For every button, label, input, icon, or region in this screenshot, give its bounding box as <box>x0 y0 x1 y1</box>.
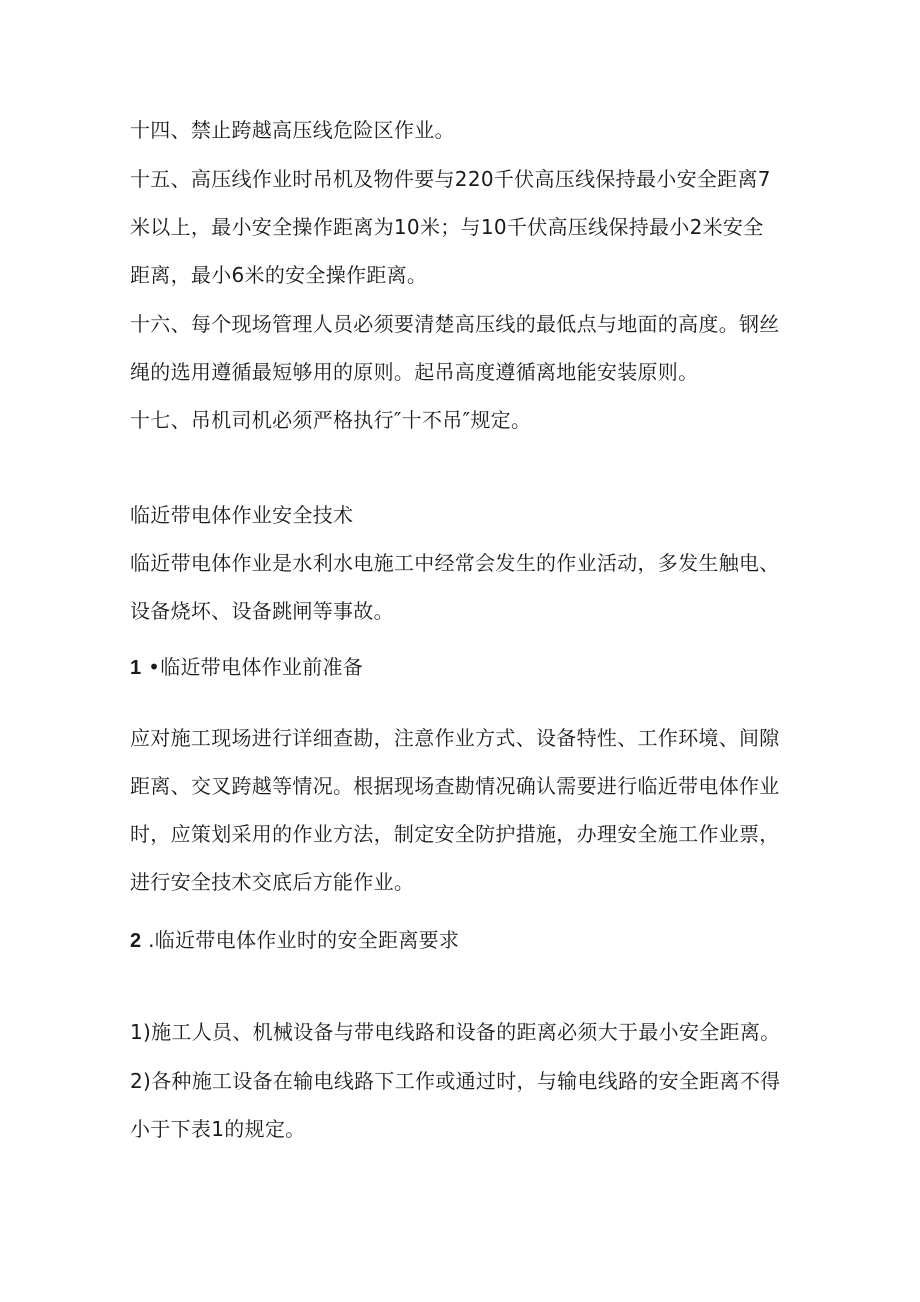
intro-line-1: 临近带电体作业是水利水电施工中经常会发生的作业活动，多发生触电、 <box>130 551 780 575</box>
item-17: 十七、吊机司机必须严格执行″十不吊″规定。 <box>130 408 532 432</box>
heading-2-number: 2 <box>130 930 142 952</box>
requirement-2-line-1: 2)各种施工设备在输电线路下工作或通过时，与输电线路的安全距离不得 <box>130 1069 781 1093</box>
heading-2-text: .临近带电体作业时的安全距离要求 <box>141 928 460 952</box>
item-16-line-1: 十六、每个现场管理人员必须要清楚高压线的最低点与地面的高度。钢丝 <box>130 312 780 336</box>
heading-2 <box>130 926 459 955</box>
item-15-line-2: 米以上，最小安全操作距离为10米；与10千伏高压线保持最小2米安全 <box>130 215 764 239</box>
item-15-line-3: 距离，最小6米的安全操作距离。 <box>130 263 428 287</box>
heading-1-text: •临近带电体作业前准备 <box>141 655 364 679</box>
item-15-line-1: 十五、高压线作业时吊机及物件要与220千伏高压线保持最小安全距离7 <box>130 167 771 191</box>
item-14: 十四、禁止跨越高压线危险区作业。 <box>130 118 455 142</box>
para-1-line-2: 距离、交叉跨越等情况。根据现场查勘情况确认需要进行临近带电体作业 <box>130 774 780 798</box>
requirement-2-line-2: 小于下表1的规定。 <box>130 1117 306 1141</box>
item-16-line-2: 绳的选用遵循最短够用的原则。起吊高度遵循离地能安装原则。 <box>130 360 699 384</box>
heading-1-number: 1 <box>130 657 142 679</box>
section-title: 临近带电体作业安全技术 <box>130 503 354 527</box>
para-1-line-1: 应对施工现场进行详细查勘，注意作业方式、设备特性、工作环境、间隙 <box>130 726 780 750</box>
intro-line-2: 设备烧坏、设备跳闸等事故。 <box>130 599 394 623</box>
para-1-line-3: 时，应策划采用的作业方法，制定安全防护措施，办理安全施工作业票， <box>130 822 780 846</box>
heading-1 <box>130 653 363 682</box>
requirement-1: 1)施工人员、机械设备与带电线路和设备的距离必须大于最小安全距离。 <box>130 1020 781 1044</box>
para-1-line-4: 进行安全技术交底后方能作业。 <box>130 870 415 894</box>
